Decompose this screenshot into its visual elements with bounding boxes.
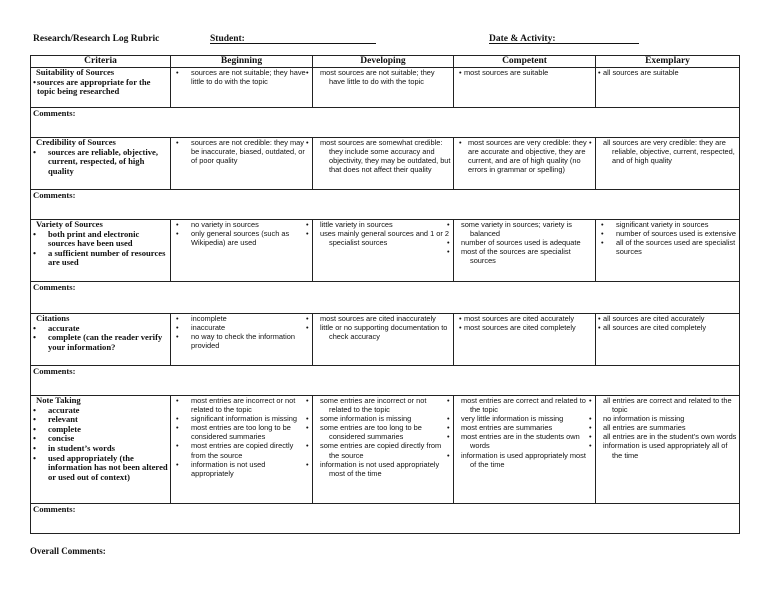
date-activity-line[interactable] bbox=[489, 34, 639, 44]
rubric-table bbox=[30, 55, 740, 534]
comments-label[interactable]: Comments: bbox=[31, 366, 740, 396]
descriptor-item: • all entries are correct and related to the topic bbox=[598, 396, 737, 414]
descriptor-item: • sources are not credible: they may be inaccurate, biased, outdated, or of poor quality bbox=[173, 138, 310, 165]
descriptor-item: • most sources are cited completely bbox=[456, 323, 593, 332]
rubric-header bbox=[0, 34, 768, 48]
developing-cell bbox=[313, 396, 454, 504]
criteria-cell bbox=[31, 396, 171, 504]
rubric-title: Research/Research Log Rubric bbox=[33, 34, 160, 44]
criteria-title: Variety of Sources bbox=[36, 219, 103, 229]
descriptor-item: • little or no supporting documentation to check accuracy bbox=[315, 323, 451, 341]
competent-cell bbox=[454, 314, 596, 366]
developing-cell bbox=[313, 68, 454, 108]
developing-cell bbox=[313, 138, 454, 190]
column-header-beginning: Beginning bbox=[171, 56, 313, 68]
descriptor-item: • most sources are not suitable; they have little to do with the topic bbox=[315, 68, 451, 86]
criteria-cell bbox=[31, 138, 171, 190]
descriptor-item: • some entries are incorrect or not related to the topic bbox=[315, 396, 451, 414]
beginning-cell bbox=[171, 314, 313, 366]
comments-row-suitability[interactable] bbox=[31, 108, 740, 138]
descriptor-item: • all sources are suitable bbox=[598, 68, 737, 77]
descriptor-item: • no way to check the information provided bbox=[173, 332, 310, 350]
criteria-row-suitability bbox=[31, 68, 740, 108]
descriptor-item: • some variety in sources; variety is balanced bbox=[456, 220, 593, 238]
descriptor-item: • most sources are cited accurately bbox=[456, 314, 593, 323]
descriptor-item: • all entries are in the student’s own words bbox=[598, 432, 737, 441]
descriptor-item: • all sources are very credible: they are reliable, objective, current, respected, and of high quality bbox=[598, 138, 737, 165]
comments-label[interactable]: Comments: bbox=[31, 108, 740, 138]
descriptor-item: • uses mainly general sources and 1 or 2 specialist sources bbox=[315, 229, 451, 247]
criteria-row-credibility bbox=[31, 138, 740, 190]
column-header-developing: Developing bbox=[313, 56, 454, 68]
comments-row-credibility[interactable] bbox=[31, 190, 740, 220]
criteria-bullet: • accurate bbox=[33, 406, 168, 416]
criteria-cell bbox=[31, 68, 171, 108]
student-label: Student: bbox=[210, 34, 245, 44]
descriptor-item: • most entries are in the students own words bbox=[456, 432, 593, 450]
exemplary-cell bbox=[596, 396, 740, 504]
competent-cell bbox=[454, 220, 596, 282]
criteria-title: Citations bbox=[36, 313, 70, 323]
descriptor-item: • no information is missing bbox=[598, 414, 737, 423]
descriptor-item: • most sources are cited inaccurately bbox=[315, 314, 451, 323]
comments-label[interactable]: Comments: bbox=[31, 504, 740, 534]
descriptor-item: • very little information is missing bbox=[456, 414, 593, 423]
overall-comments-label[interactable]: Overall Comments: bbox=[30, 546, 106, 556]
comments-row-variety[interactable] bbox=[31, 282, 740, 314]
descriptor-item: • all sources are cited accurately bbox=[598, 314, 737, 323]
descriptor-item: • sources are not suitable; they have little to do with the topic bbox=[173, 68, 310, 86]
exemplary-cell bbox=[596, 314, 740, 366]
descriptor-item: • most entries are copied directly from the source bbox=[173, 441, 310, 459]
criteria-row-note-taking bbox=[31, 396, 740, 504]
date-activity-label: Date & Activity: bbox=[489, 34, 556, 44]
descriptor-item: • some entries are too long to be considered summaries bbox=[315, 423, 451, 441]
descriptor-item: • all entries are summaries bbox=[598, 423, 737, 432]
descriptor-item: • incomplete bbox=[173, 314, 310, 323]
comments-row-note-taking[interactable] bbox=[31, 504, 740, 534]
descriptor-item: • information is not used appropriately bbox=[173, 460, 310, 478]
criteria-cell bbox=[31, 220, 171, 282]
descriptor-item: • most of the sources are specialist sources bbox=[456, 247, 593, 265]
competent-cell bbox=[454, 138, 596, 190]
exemplary-cell bbox=[596, 138, 740, 190]
beginning-cell bbox=[171, 396, 313, 504]
criteria-title: Note Taking bbox=[36, 395, 81, 405]
descriptor-item: • most sources are very credible: they are accurate and objective, they are current, and are of high quality (no errors in grammar or spelling) bbox=[456, 138, 593, 174]
descriptor-item: • significant variety in sources bbox=[598, 220, 737, 229]
criteria-bullet: • both print and electronic sources have been used bbox=[33, 230, 168, 249]
descriptor-item: • all sources are cited completely bbox=[598, 323, 737, 332]
descriptor-item: • inaccurate bbox=[173, 323, 310, 332]
descriptor-item: • all of the sources used are specialist sources bbox=[598, 238, 737, 256]
criteria-bullet: • accurate bbox=[33, 324, 168, 334]
criteria-bullet: • relevant bbox=[33, 415, 168, 425]
criteria-bullet: • used appropriately (the information has not been altered or used out of context) bbox=[33, 454, 168, 483]
student-name-line[interactable] bbox=[210, 34, 376, 44]
criteria-bullet: • sources are reliable, objective, current, respected, of high quality bbox=[33, 148, 168, 177]
descriptor-item: • number of sources used is adequate bbox=[456, 238, 593, 247]
comments-row-citations[interactable] bbox=[31, 366, 740, 396]
column-header-competent: Competent bbox=[454, 56, 596, 68]
descriptor-item: • significant information is missing bbox=[173, 414, 310, 423]
descriptor-item: • most entries are too long to be considered summaries bbox=[173, 423, 310, 441]
criteria-row-citations bbox=[31, 314, 740, 366]
descriptor-item: • some information is missing bbox=[315, 414, 451, 423]
descriptor-item: • information is not used appropriately most of the time bbox=[315, 460, 451, 478]
developing-cell bbox=[313, 314, 454, 366]
descriptor-item: • some entries are copied directly from the source bbox=[315, 441, 451, 459]
exemplary-cell bbox=[596, 220, 740, 282]
beginning-cell bbox=[171, 220, 313, 282]
criteria-bullet: • complete (can the reader verify your information? bbox=[33, 333, 168, 352]
descriptor-item: • most sources are somewhat credible: they include some accuracy and objectivity, they may be outdated, but that does not affect their quality bbox=[315, 138, 451, 174]
criteria-title: Suitability of Sources bbox=[36, 67, 115, 77]
column-header-exemplary: Exemplary bbox=[596, 56, 740, 68]
descriptor-item: • no variety in sources bbox=[173, 220, 310, 229]
criteria-bullet: • a sufficient number of resources are used bbox=[33, 249, 168, 268]
competent-cell bbox=[454, 396, 596, 504]
beginning-cell bbox=[171, 138, 313, 190]
beginning-cell bbox=[171, 68, 313, 108]
criteria-bullet: • complete bbox=[33, 425, 168, 435]
descriptor-item: • most entries are correct and related to the topic bbox=[456, 396, 593, 414]
comments-label[interactable]: Comments: bbox=[31, 190, 740, 220]
criteria-cell bbox=[31, 314, 171, 366]
exemplary-cell bbox=[596, 68, 740, 108]
descriptor-item: • most entries are summaries bbox=[456, 423, 593, 432]
competent-cell bbox=[454, 68, 596, 108]
criteria-bullet: • concise bbox=[33, 434, 168, 444]
comments-label[interactable]: Comments: bbox=[31, 282, 740, 314]
descriptor-item: • most sources are suitable bbox=[456, 68, 593, 77]
column-header-criteria: Criteria bbox=[31, 56, 171, 68]
header-row bbox=[31, 56, 740, 68]
descriptor-item: • most entries are incorrect or not related to the topic bbox=[173, 396, 310, 414]
descriptor-item: • information is used appropriately most of the time bbox=[456, 451, 593, 469]
criteria-title: Credibility of Sources bbox=[36, 137, 116, 147]
criteria-bullet: • sources are appropriate for the topic being researched bbox=[33, 78, 168, 97]
descriptor-item: • information is used appropriately all of the time bbox=[598, 441, 737, 459]
descriptor-item: • little variety in sources bbox=[315, 220, 451, 229]
descriptor-item: • only general sources (such as Wikipedia) are used bbox=[173, 229, 310, 247]
criteria-bullet: • in student’s words bbox=[33, 444, 168, 454]
developing-cell bbox=[313, 220, 454, 282]
criteria-row-variety bbox=[31, 220, 740, 282]
descriptor-item: • number of sources used is extensive bbox=[598, 229, 737, 238]
